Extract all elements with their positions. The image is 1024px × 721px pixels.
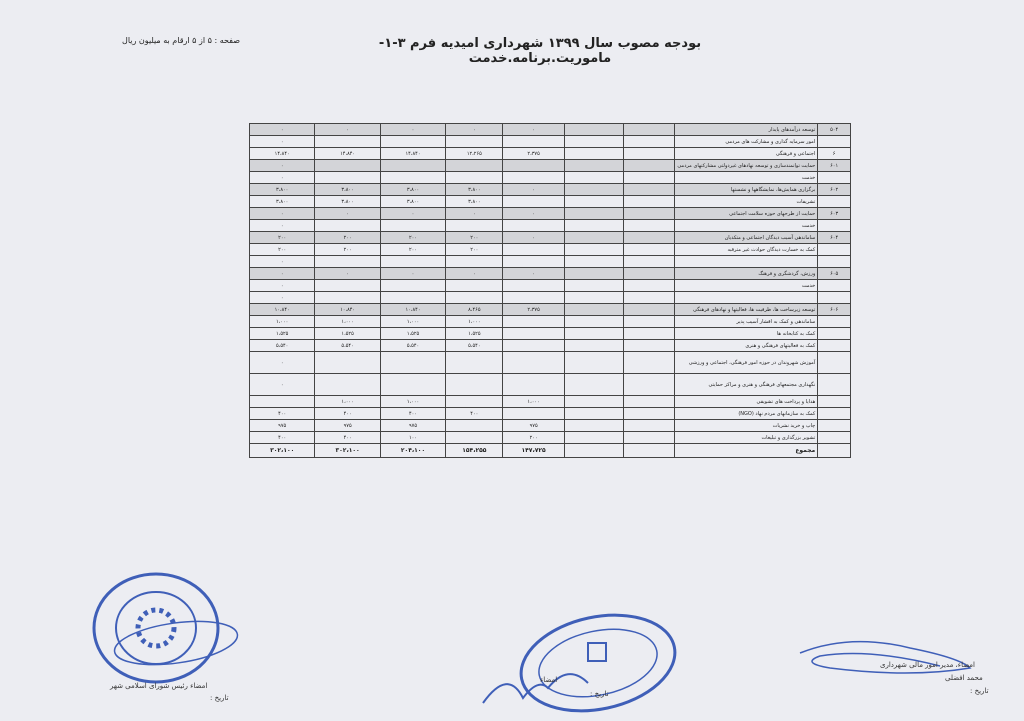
code-cell bbox=[818, 172, 851, 184]
amount-cell: ۳،۸۰۰ bbox=[315, 184, 380, 196]
amount-cell bbox=[624, 124, 675, 136]
table-row bbox=[250, 280, 851, 292]
description-cell: ساماندهی و کمک به اقشار آسیب پذیر bbox=[675, 316, 818, 328]
amount-cell bbox=[446, 160, 503, 172]
amount-cell: ۵،۵۴۰ bbox=[250, 340, 315, 352]
total-amount-cell: ۱۴۷،۷۲۵ bbox=[503, 444, 564, 458]
code-cell bbox=[818, 244, 851, 256]
description-cell: آموزش شهروندان در حوزه امور فرهنگی، اجتماعی و ورزشی bbox=[675, 352, 818, 374]
description-cell: امور سرمایه گذاری و مشارکت های مردمی bbox=[675, 136, 818, 148]
amount-cell bbox=[446, 172, 503, 184]
code-cell: ۶۰۱ bbox=[818, 160, 851, 172]
amount-cell bbox=[315, 352, 380, 374]
amount-cell bbox=[624, 408, 675, 420]
amount-cell bbox=[564, 196, 623, 208]
amount-cell: ۲۰۰ bbox=[250, 244, 315, 256]
amount-cell: ۹۷۵ bbox=[315, 420, 380, 432]
table-row bbox=[250, 396, 851, 408]
amount-cell: ۰ bbox=[503, 208, 564, 220]
amount-cell: ۰ bbox=[503, 184, 564, 196]
amount-cell: ۳،۸۰۰ bbox=[250, 184, 315, 196]
amount-cell bbox=[380, 172, 445, 184]
description-cell: توسعه درآمدهای پایدار bbox=[675, 124, 818, 136]
budget-table bbox=[249, 123, 851, 458]
table-row bbox=[250, 172, 851, 184]
amount-cell: ۳،۸۰۰ bbox=[380, 196, 445, 208]
amount-cell: ۰ bbox=[503, 124, 564, 136]
amount-cell bbox=[446, 256, 503, 268]
amount-cell: ۰ bbox=[250, 220, 315, 232]
amount-cell bbox=[446, 352, 503, 374]
amount-cell: ۵،۵۴۰ bbox=[446, 340, 503, 352]
amount-cell: ۰ bbox=[315, 268, 380, 280]
description-cell: توسعه زیرساخت ها، ظرفیت ها، فعالیتها و نهادهای فرهنگی bbox=[675, 304, 818, 316]
amount-cell bbox=[564, 172, 623, 184]
amount-cell: ۱۰،۸۴۰ bbox=[250, 304, 315, 316]
amount-cell bbox=[315, 136, 380, 148]
amount-cell: ۲۰۰ bbox=[380, 244, 445, 256]
amount-cell bbox=[315, 374, 380, 396]
amount-cell bbox=[446, 136, 503, 148]
amount-cell: ۱۴،۸۴۰ bbox=[315, 148, 380, 160]
amount-cell: ۵،۵۴۰ bbox=[315, 340, 380, 352]
table-row bbox=[250, 148, 851, 160]
amount-cell: ۲۰۰ bbox=[380, 232, 445, 244]
description-cell: هدایا و پرداخت های تشویقی bbox=[675, 396, 818, 408]
amount-cell bbox=[624, 352, 675, 374]
amount-cell: ۳،۸۰۰ bbox=[315, 196, 380, 208]
total-amount-cell: ۱۵۴،۲۵۵ bbox=[446, 444, 503, 458]
description-cell: ورزش، گردشگری و فرهنگ bbox=[675, 268, 818, 280]
table-row bbox=[250, 136, 851, 148]
amount-cell bbox=[564, 408, 623, 420]
amount-cell bbox=[564, 124, 623, 136]
amount-cell bbox=[564, 352, 623, 374]
description-cell: حمایت از طرحهای حوزه سلامت اجتماعی bbox=[675, 208, 818, 220]
amount-cell bbox=[564, 184, 623, 196]
code-cell bbox=[818, 408, 851, 420]
amount-cell bbox=[564, 316, 623, 328]
amount-cell bbox=[564, 208, 623, 220]
amount-cell bbox=[624, 160, 675, 172]
amount-cell bbox=[624, 208, 675, 220]
total-amount-cell bbox=[624, 444, 675, 458]
description-cell: نگهداری مجتمعهای فرهنگی و هنری و مراکز حمایتی bbox=[675, 374, 818, 396]
amount-cell: ۰ bbox=[250, 280, 315, 292]
code-cell bbox=[818, 352, 851, 374]
amount-cell: ۲،۳۷۵ bbox=[503, 148, 564, 160]
amount-cell bbox=[564, 340, 623, 352]
code-cell bbox=[818, 220, 851, 232]
table-row bbox=[250, 232, 851, 244]
amount-cell: ۴۰۰ bbox=[250, 408, 315, 420]
amount-cell: ۲۰۰ bbox=[503, 432, 564, 444]
amount-cell: ۴۰۰ bbox=[315, 408, 380, 420]
amount-cell: ۱،۵۲۵ bbox=[250, 328, 315, 340]
amount-cell bbox=[564, 148, 623, 160]
total-amount-cell: ۳۰۲،۱۰۰ bbox=[250, 444, 315, 458]
amount-cell: ۱،۵۲۵ bbox=[380, 328, 445, 340]
table-row bbox=[250, 256, 851, 268]
amount-cell bbox=[503, 172, 564, 184]
description-cell: چاپ و خرید نشریات bbox=[675, 420, 818, 432]
amount-cell bbox=[503, 328, 564, 340]
amount-cell bbox=[503, 340, 564, 352]
description-cell: اجتماعی و فرهنگی bbox=[675, 148, 818, 160]
amount-cell: ۱،۵۲۵ bbox=[315, 328, 380, 340]
amount-cell: ۳،۸۰۰ bbox=[380, 184, 445, 196]
code-cell: ۵۰۴ bbox=[818, 124, 851, 136]
code-cell bbox=[818, 196, 851, 208]
description-cell bbox=[675, 292, 818, 304]
amount-cell bbox=[315, 280, 380, 292]
amount-cell bbox=[564, 256, 623, 268]
left-date-label: تاریخ : bbox=[210, 694, 229, 702]
amount-cell bbox=[503, 280, 564, 292]
amount-cell: ۰ bbox=[446, 268, 503, 280]
description-cell: تشریفات bbox=[675, 196, 818, 208]
amount-cell bbox=[624, 268, 675, 280]
amount-cell bbox=[380, 352, 445, 374]
amount-cell: ۳،۸۰۰ bbox=[446, 184, 503, 196]
amount-cell: ۰ bbox=[250, 208, 315, 220]
amount-cell bbox=[380, 136, 445, 148]
table-row bbox=[250, 432, 851, 444]
description-cell: برگزاری همایش‌ها، نمایشگاهها و نشستها bbox=[675, 184, 818, 196]
amount-cell: ۱،۵۲۵ bbox=[446, 328, 503, 340]
code-cell bbox=[818, 444, 851, 458]
description-cell: خدمت bbox=[675, 220, 818, 232]
code-cell: ۶۰۶ bbox=[818, 304, 851, 316]
amount-cell bbox=[624, 136, 675, 148]
description-cell: تشویر بزرگداری و تبلیغات bbox=[675, 432, 818, 444]
amount-cell bbox=[315, 220, 380, 232]
amount-cell: ۱۰۰ bbox=[380, 432, 445, 444]
amount-cell bbox=[564, 304, 623, 316]
code-cell bbox=[818, 136, 851, 148]
right-date-label: تاریخ : bbox=[970, 687, 989, 695]
amount-cell bbox=[380, 280, 445, 292]
total-amount-cell: ۳۰۲،۱۰۰ bbox=[315, 444, 380, 458]
amount-cell: ۰ bbox=[380, 124, 445, 136]
code-cell: ۶ bbox=[818, 148, 851, 160]
total-row bbox=[250, 444, 851, 458]
middle-date-label: تاریخ : bbox=[590, 690, 609, 698]
amount-cell: ۳،۸۰۰ bbox=[446, 196, 503, 208]
middle-signature-label: امضاء bbox=[540, 676, 558, 684]
amount-cell: ۰ bbox=[250, 160, 315, 172]
amount-cell bbox=[564, 268, 623, 280]
amount-cell: ۲۰۰ bbox=[446, 232, 503, 244]
amount-cell bbox=[380, 160, 445, 172]
amount-cell bbox=[315, 292, 380, 304]
amount-cell: ۰ bbox=[250, 256, 315, 268]
amount-cell bbox=[503, 256, 564, 268]
table-row bbox=[250, 244, 851, 256]
amount-cell: ۱۰،۸۴۰ bbox=[380, 304, 445, 316]
amount-cell bbox=[624, 148, 675, 160]
table-row bbox=[250, 316, 851, 328]
amount-cell: ۹۷۵ bbox=[380, 420, 445, 432]
description-cell: خدمت bbox=[675, 172, 818, 184]
amount-cell bbox=[624, 232, 675, 244]
amount-cell: ۵،۵۴۰ bbox=[380, 340, 445, 352]
amount-cell bbox=[624, 396, 675, 408]
description-cell: کمک به فعالیتهای فرهنگی و هنری bbox=[675, 340, 818, 352]
council-stamp bbox=[86, 568, 246, 688]
amount-cell bbox=[564, 244, 623, 256]
table-row bbox=[250, 220, 851, 232]
amount-cell bbox=[503, 352, 564, 374]
amount-cell: ۰ bbox=[380, 268, 445, 280]
amount-cell bbox=[624, 328, 675, 340]
amount-cell bbox=[564, 420, 623, 432]
amount-cell: ۲۰۰ bbox=[315, 244, 380, 256]
amount-cell bbox=[624, 340, 675, 352]
amount-cell bbox=[503, 220, 564, 232]
table-row bbox=[250, 292, 851, 304]
amount-cell bbox=[380, 292, 445, 304]
amount-cell bbox=[624, 280, 675, 292]
table-row bbox=[250, 124, 851, 136]
code-cell bbox=[818, 316, 851, 328]
amount-cell bbox=[564, 432, 623, 444]
left-signature-label: امضاء رئیس شورای اسلامی شهر bbox=[110, 682, 208, 690]
amount-cell bbox=[503, 292, 564, 304]
amount-cell bbox=[503, 408, 564, 420]
amount-cell: ۴۰۰ bbox=[250, 432, 315, 444]
amount-cell bbox=[250, 396, 315, 408]
code-cell bbox=[818, 292, 851, 304]
amount-cell: ۱،۰۰۰ bbox=[503, 396, 564, 408]
amount-cell bbox=[624, 432, 675, 444]
table-row bbox=[250, 328, 851, 340]
table-row bbox=[250, 408, 851, 420]
amount-cell bbox=[446, 420, 503, 432]
code-cell bbox=[818, 280, 851, 292]
description-cell: ساماندهی آسیب دیدگان اجتماعی و متکدیان bbox=[675, 232, 818, 244]
amount-cell: ۲۰۰ bbox=[446, 244, 503, 256]
amount-cell: ۰ bbox=[503, 232, 564, 244]
amount-cell bbox=[564, 160, 623, 172]
amount-cell bbox=[624, 172, 675, 184]
amount-cell bbox=[503, 196, 564, 208]
amount-cell bbox=[624, 292, 675, 304]
amount-cell: ۱،۰۰۰ bbox=[315, 396, 380, 408]
table-row bbox=[250, 340, 851, 352]
amount-cell bbox=[503, 136, 564, 148]
table-row bbox=[250, 304, 851, 316]
table-row bbox=[250, 208, 851, 220]
amount-cell bbox=[564, 280, 623, 292]
page-info: صفحه : ۵ از ۵ ارقام به میلیون ریال bbox=[122, 36, 240, 45]
amount-cell: ۹۷۵ bbox=[250, 420, 315, 432]
table-row bbox=[250, 196, 851, 208]
amount-cell bbox=[624, 184, 675, 196]
amount-cell bbox=[446, 292, 503, 304]
amount-cell bbox=[564, 374, 623, 396]
amount-cell bbox=[503, 160, 564, 172]
table-row bbox=[250, 420, 851, 432]
amount-cell bbox=[446, 396, 503, 408]
code-cell bbox=[818, 328, 851, 340]
code-cell bbox=[818, 432, 851, 444]
amount-cell bbox=[564, 396, 623, 408]
code-cell bbox=[818, 420, 851, 432]
page-title: بودجه مصوب سال ۱۳۹۹ شهرداری امیدیه فرم ۳-۱-ماموریت.برنامه.خدمت bbox=[378, 36, 702, 66]
amount-cell bbox=[564, 136, 623, 148]
code-cell: ۶۰۳ bbox=[818, 208, 851, 220]
amount-cell: ۱،۰۰۰ bbox=[315, 316, 380, 328]
amount-cell bbox=[446, 280, 503, 292]
description-cell: حمایت توانمندسازی و توسعه نهادهای غیردولتی مشارکتهای مردمی bbox=[675, 160, 818, 172]
amount-cell bbox=[624, 220, 675, 232]
amount-cell: ۰ bbox=[250, 172, 315, 184]
governorate-stamp bbox=[478, 608, 688, 718]
amount-cell: ۲،۳۷۵ bbox=[503, 304, 564, 316]
description-cell: کمک به کتابخانه ها bbox=[675, 328, 818, 340]
amount-cell bbox=[315, 160, 380, 172]
amount-cell bbox=[564, 328, 623, 340]
amount-cell bbox=[624, 244, 675, 256]
amount-cell bbox=[564, 232, 623, 244]
amount-cell bbox=[380, 220, 445, 232]
amount-cell bbox=[564, 292, 623, 304]
description-cell bbox=[675, 256, 818, 268]
amount-cell bbox=[380, 374, 445, 396]
amount-cell: ۹۷۵ bbox=[503, 420, 564, 432]
amount-cell: ۲۰۰ bbox=[250, 232, 315, 244]
amount-cell: ۰ bbox=[380, 208, 445, 220]
amount-cell: ۰ bbox=[503, 268, 564, 280]
total-label-cell: مجموع bbox=[675, 444, 818, 458]
amount-cell: ۰ bbox=[446, 208, 503, 220]
amount-cell bbox=[624, 316, 675, 328]
amount-cell: ۸،۴۶۵ bbox=[446, 304, 503, 316]
amount-cell: ۰ bbox=[250, 268, 315, 280]
amount-cell: ۱،۰۰۰ bbox=[380, 316, 445, 328]
amount-cell bbox=[624, 420, 675, 432]
amount-cell: ۱،۰۰۰ bbox=[380, 396, 445, 408]
table-row bbox=[250, 352, 851, 374]
amount-cell: ۱۲،۲۶۵ bbox=[446, 148, 503, 160]
table-row bbox=[250, 184, 851, 196]
right-signer-name: محمد افضلی bbox=[945, 674, 983, 682]
amount-cell: ۴۰۰ bbox=[446, 408, 503, 420]
amount-cell bbox=[315, 256, 380, 268]
code-cell: ۶۰۴ bbox=[818, 232, 851, 244]
amount-cell bbox=[503, 316, 564, 328]
code-cell bbox=[818, 396, 851, 408]
amount-cell: ۰ bbox=[250, 124, 315, 136]
amount-cell bbox=[446, 432, 503, 444]
amount-cell bbox=[624, 196, 675, 208]
description-cell: کمک به خسارت دیدگان حوادث غیر مترقبه bbox=[675, 244, 818, 256]
amount-cell bbox=[503, 374, 564, 396]
amount-cell: ۰ bbox=[315, 208, 380, 220]
code-cell bbox=[818, 374, 851, 396]
amount-cell: ۳،۸۰۰ bbox=[250, 196, 315, 208]
amount-cell: ۱،۰۰۰ bbox=[446, 316, 503, 328]
total-amount-cell: ۲۰۴،۱۰۰ bbox=[380, 444, 445, 458]
code-cell bbox=[818, 256, 851, 268]
code-cell bbox=[818, 340, 851, 352]
amount-cell bbox=[315, 172, 380, 184]
amount-cell: ۴۰۰ bbox=[315, 432, 380, 444]
total-amount-cell bbox=[564, 444, 623, 458]
amount-cell bbox=[564, 220, 623, 232]
amount-cell: ۱۴،۸۴۰ bbox=[250, 148, 315, 160]
table-row bbox=[250, 268, 851, 280]
table-row bbox=[250, 374, 851, 396]
amount-cell bbox=[624, 374, 675, 396]
code-cell: ۶۰۵ bbox=[818, 268, 851, 280]
amount-cell bbox=[446, 220, 503, 232]
amount-cell: ۴۰۰ bbox=[380, 408, 445, 420]
amount-cell: ۰ bbox=[315, 124, 380, 136]
amount-cell bbox=[503, 244, 564, 256]
amount-cell: ۰ bbox=[446, 124, 503, 136]
amount-cell: ۱،۰۰۰ bbox=[250, 316, 315, 328]
amount-cell bbox=[446, 374, 503, 396]
amount-cell: ۱۴،۸۴۰ bbox=[380, 148, 445, 160]
description-cell: کمک به سازمانهای مردم نهاد (NGO) bbox=[675, 408, 818, 420]
amount-cell: ۰ bbox=[250, 374, 315, 396]
amount-cell: ۰ bbox=[250, 352, 315, 374]
code-cell: ۶۰۲ bbox=[818, 184, 851, 196]
amount-cell bbox=[624, 256, 675, 268]
amount-cell: ۲۰۰ bbox=[315, 232, 380, 244]
amount-cell: ۰ bbox=[250, 136, 315, 148]
amount-cell bbox=[624, 304, 675, 316]
description-cell: خدمت bbox=[675, 280, 818, 292]
right-signature-label: امضاء، مدیر امور مالی شهرداری bbox=[880, 661, 975, 669]
amount-cell: ۰ bbox=[250, 292, 315, 304]
amount-cell: ۱۰،۸۴۰ bbox=[315, 304, 380, 316]
amount-cell bbox=[380, 256, 445, 268]
table-row bbox=[250, 160, 851, 172]
